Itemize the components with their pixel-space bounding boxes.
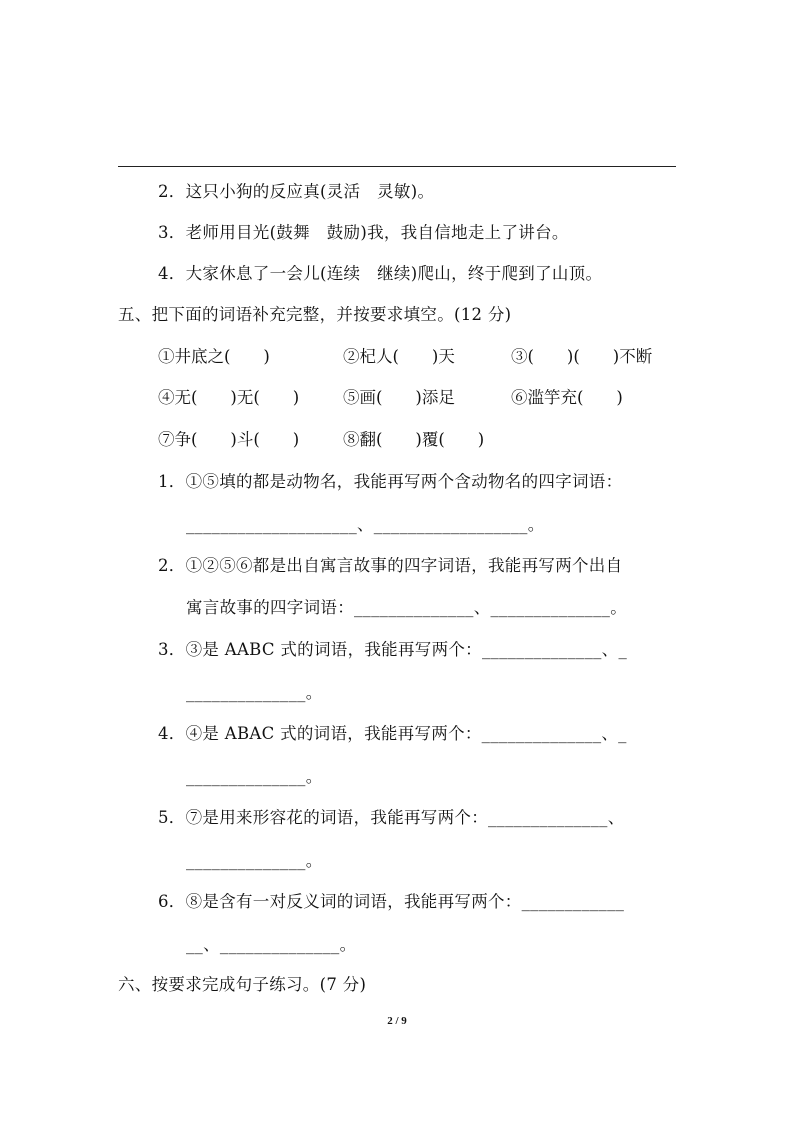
s5-q4-cont: ______________。 [186, 767, 323, 786]
s5-q3: 3．③是 AABC 式的词语，我能再写两个：______________、_ [158, 640, 628, 659]
idiom-8: ⑧翻( )覆( ) [343, 430, 485, 449]
idiom-4: ④无( )无( ) [158, 388, 300, 407]
idiom-7: ⑦争( )斗( ) [158, 430, 300, 449]
s5-q6: 6．⑧是含有一对反义词的词语，我能再写两个：____________ [158, 892, 625, 911]
page-number: 2 / 9 [387, 1015, 407, 1027]
idiom-3: ③( )( )不断 [511, 347, 653, 366]
idiom-6: ⑥滥竽充( ) [511, 388, 623, 407]
s5-q5-cont: ______________。 [186, 851, 323, 870]
q4-item-4: 4．大家休息了一会儿(连续 继续)爬山，终于爬到了山顶。 [158, 264, 603, 283]
s5-q3-cont: ______________。 [186, 683, 323, 702]
idiom-2: ②杞人( )天 [343, 347, 455, 366]
header-rule [118, 166, 676, 167]
q4-item-3: 3．老师用目光(鼓舞 鼓励)我，我自信地走上了讲台。 [158, 223, 569, 242]
section5-title: 五、把下面的词语补充完整，并按要求填空。(12 分) [118, 305, 512, 324]
idiom-1: ①井底之( ) [158, 347, 270, 366]
s5-q4: 4．④是 ABAC 式的词语，我能再写两个：______________、_ [158, 724, 627, 743]
s5-q2: 2．①②⑤⑥都是出自寓言故事的四字词语，我能再写两个出自 [158, 556, 623, 575]
idiom-5: ⑤画( )添足 [343, 388, 455, 407]
section6-title: 六、按要求完成句子练习。(7 分) [118, 975, 367, 994]
s5-q1-blanks: ____________________、__________________。 [186, 515, 545, 534]
s5-q2-cont: 寓言故事的四字词语：______________、______________。 [186, 598, 627, 617]
q4-item-2: 2．这只小狗的反应真(灵活 灵敏)。 [158, 182, 435, 201]
s5-q5: 5．⑦是用来形容花的词语，我能再写两个：______________、 [158, 808, 625, 827]
s5-q1: 1．①⑤填的都是动物名，我能再写两个含动物名的四字词语： [158, 472, 623, 491]
s5-q6-cont: __、______________。 [186, 935, 357, 954]
